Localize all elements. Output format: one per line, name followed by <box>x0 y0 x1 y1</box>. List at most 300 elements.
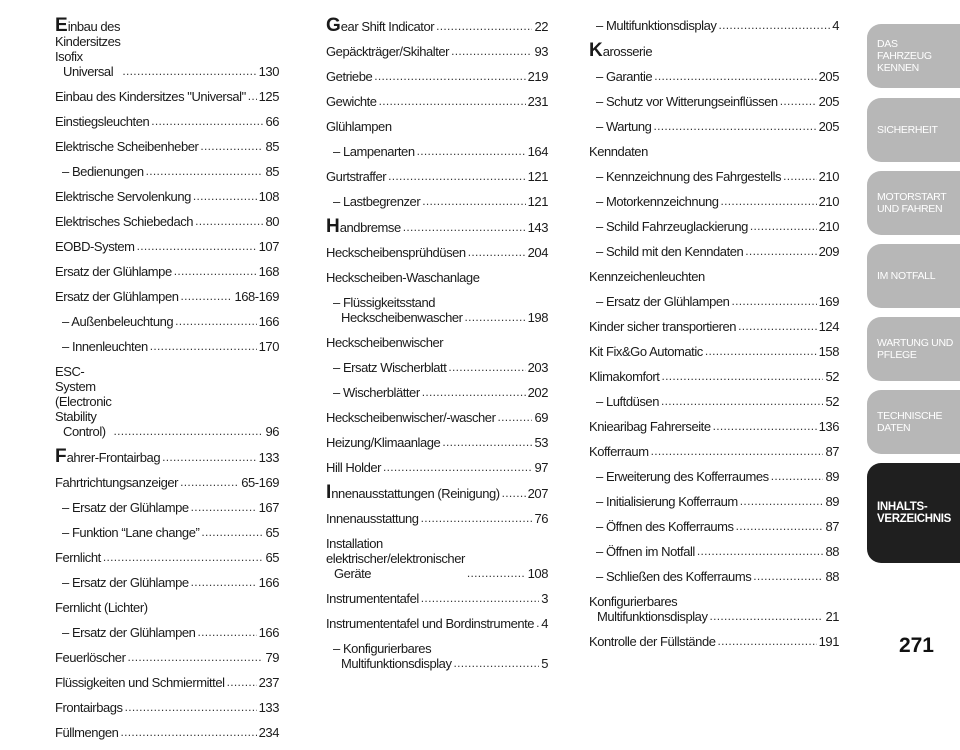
dot-leader <box>191 576 257 588</box>
entry-title <box>62 164 144 179</box>
entry-page: 87 <box>825 519 839 534</box>
entry-title <box>55 364 111 439</box>
entry-title-line2: Multifunktionsdisplay <box>597 609 708 624</box>
entry-title-text: Konfigurierbares <box>589 594 678 609</box>
entry-title-text: Kennzeichenleuchten <box>589 269 705 284</box>
index-entry <box>55 114 279 129</box>
dot-leader <box>151 115 263 127</box>
dot-leader <box>465 311 526 323</box>
index-entry <box>326 536 548 581</box>
index-entry <box>55 550 279 565</box>
entry-title <box>326 44 449 59</box>
dot-leader <box>467 567 526 579</box>
entry-title-text: – Kennzeichnung des Fahrgestells <box>596 169 782 184</box>
index-entry <box>589 569 839 584</box>
index-entry <box>326 616 548 631</box>
index-entry <box>55 600 279 615</box>
entry-title-line2: Universal <box>63 64 114 79</box>
index-entry <box>55 446 279 467</box>
index-entry <box>326 245 548 260</box>
entry-title <box>326 335 443 350</box>
entry-page: 204 <box>527 245 548 260</box>
entry-title <box>55 446 161 467</box>
entry-page: 168-169 <box>234 289 279 304</box>
index-entry <box>589 94 839 109</box>
section-initial: I <box>326 482 332 503</box>
index-entry <box>55 314 279 329</box>
entry-page: 202 <box>527 385 548 400</box>
entry-page: 69 <box>534 410 548 425</box>
index-column-3 <box>589 18 839 659</box>
index-entry <box>326 216 548 237</box>
chapter-tabs <box>864 0 960 686</box>
index-entry <box>55 575 279 590</box>
index-entry <box>55 139 279 154</box>
entry-page: 203 <box>527 360 548 375</box>
entry-title-rest: ahrer-Frontairbag <box>66 450 161 465</box>
index-entry <box>326 270 548 285</box>
index-entry <box>55 500 279 515</box>
entry-title-text: Heckscheibenwischer/-wascher <box>326 410 496 425</box>
entry-title-text: Heckscheiben-Waschanlage <box>326 270 480 285</box>
entry-title-text: Elektrische Scheibenheber <box>55 139 199 154</box>
index-entry <box>55 214 279 229</box>
index-entry <box>55 700 279 715</box>
dot-leader <box>653 120 816 132</box>
dot-leader <box>127 651 263 663</box>
index-entry <box>589 269 839 284</box>
index-entry <box>589 69 839 84</box>
entry-page: 108 <box>527 566 548 581</box>
entry-title-text: Gurtstraffer <box>326 169 387 184</box>
entry-title-text: Instrumententafel und Bordinstrumente <box>326 616 535 631</box>
entry-title-text: Feuerlöscher <box>55 650 126 665</box>
entry-title <box>326 169 386 184</box>
entry-title-text: Kniearibag Fahrerseite <box>589 419 711 434</box>
index-entry <box>55 89 279 104</box>
dot-leader <box>197 626 256 638</box>
entry-title <box>596 519 734 534</box>
entry-page: 66 <box>265 114 279 129</box>
index-entry <box>589 294 839 309</box>
entry-title <box>589 344 703 359</box>
entry-title <box>333 385 420 400</box>
dot-leader <box>710 610 824 622</box>
entry-page: 80 <box>265 214 279 229</box>
entry-page: 121 <box>527 169 548 184</box>
entry-title-text: – Innenleuchten <box>62 339 148 354</box>
entry-title <box>333 144 415 159</box>
entry-title-text: Frontairbags <box>55 700 123 715</box>
index-entry <box>55 475 279 490</box>
entry-page: 133 <box>258 450 279 465</box>
index-entry <box>326 44 548 59</box>
dot-leader <box>745 245 816 257</box>
dot-leader <box>137 240 257 252</box>
section-initial: K <box>589 40 603 61</box>
index-entry <box>589 419 839 434</box>
dot-leader <box>422 195 525 207</box>
entry-title-text: Fernlicht <box>55 550 101 565</box>
dot-leader <box>738 320 817 332</box>
entry-title <box>326 460 381 475</box>
entry-title <box>326 270 479 285</box>
dot-leader <box>705 345 817 357</box>
entry-title <box>55 15 121 79</box>
entry-title <box>333 295 463 325</box>
dot-leader <box>125 701 257 713</box>
entry-page: 205 <box>818 119 839 134</box>
index-entry <box>326 482 548 503</box>
dot-leader <box>146 165 264 177</box>
dot-leader <box>388 170 526 182</box>
entry-page: 3 <box>541 591 548 606</box>
entry-page: 166 <box>258 625 279 640</box>
entry-title-text: Flüssigkeiten und Schmiermittel <box>55 675 225 690</box>
dot-leader <box>448 361 525 373</box>
dot-leader <box>421 592 539 604</box>
index-entry <box>55 339 279 354</box>
dot-leader <box>718 19 830 31</box>
index-entry <box>589 18 839 33</box>
entry-page: 65 <box>265 550 279 565</box>
entry-title-text: Heizung/Klimaanlage <box>326 435 441 450</box>
chapter-tab-label: WARTUNG UND PFLEGE <box>877 337 954 361</box>
chapter-tab[interactable] <box>867 244 960 308</box>
index-entry <box>326 144 548 159</box>
dot-leader <box>468 246 526 258</box>
entry-page: 76 <box>534 511 548 526</box>
chapter-tab[interactable] <box>867 463 960 563</box>
entry-page: 205 <box>818 69 839 84</box>
entry-title-text: Gepäckträger/Skihalter <box>326 44 450 59</box>
entry-title <box>326 435 440 450</box>
dot-leader <box>227 676 257 688</box>
entry-title <box>55 475 178 490</box>
entry-title <box>55 650 125 665</box>
index-column-1 <box>55 15 279 750</box>
dot-leader <box>721 195 817 207</box>
entry-title-text: Glühlampen <box>326 119 392 134</box>
index-entry <box>589 119 839 134</box>
entry-title-text: Heckscheibenwischer <box>326 335 444 350</box>
entry-title <box>55 189 191 204</box>
entry-title-text: Einstiegsleuchten <box>55 114 150 129</box>
dot-leader <box>718 635 817 647</box>
entry-title-text: – Lampenarten <box>333 144 415 159</box>
entry-page: 22 <box>534 19 548 34</box>
entry-title <box>333 360 446 375</box>
dot-leader <box>661 395 823 407</box>
section-initial: G <box>326 15 341 36</box>
index-entry <box>55 189 279 204</box>
entry-title-text: Kontrolle der Füllstände <box>589 634 716 649</box>
index-entry <box>55 364 279 439</box>
index-entry <box>55 289 279 304</box>
dot-leader <box>442 436 532 448</box>
entry-page: 89 <box>825 469 839 484</box>
entry-title-text: Einbau des Kindersitzes "Universal" <box>55 89 246 104</box>
entry-title-text: – Öffnen des Kofferraums <box>596 519 734 534</box>
entry-title-text: – Motorkennzeichnung <box>596 194 719 209</box>
entry-page: 237 <box>258 675 279 690</box>
entry-title <box>326 410 495 425</box>
entry-title-text: – Schutz vor Witterungseinflüssen <box>596 94 778 109</box>
index-entry <box>55 675 279 690</box>
entry-title-text: Getriebe <box>326 69 373 84</box>
chapter-tab[interactable] <box>867 98 960 162</box>
index-entry <box>589 469 839 484</box>
dot-leader <box>451 45 532 57</box>
index-entry <box>326 119 548 134</box>
index-entry <box>589 244 839 259</box>
dot-leader <box>162 451 257 463</box>
dot-leader <box>120 726 256 738</box>
entry-page: 191 <box>818 634 839 649</box>
entry-page: 65-169 <box>241 475 279 490</box>
entry-title <box>333 194 420 209</box>
entry-title-text: Elektrisches Schiebedach <box>55 214 194 229</box>
dot-leader <box>191 501 257 513</box>
dot-leader <box>661 370 823 382</box>
entry-page: 136 <box>818 419 839 434</box>
entry-page: 87 <box>825 444 839 459</box>
index-entry <box>589 194 839 209</box>
section-initial: H <box>326 216 340 237</box>
index-entry <box>326 194 548 209</box>
index-entry <box>589 634 839 649</box>
entry-title-rest: arosserie <box>602 44 653 59</box>
index-entry <box>326 15 548 36</box>
entry-title <box>55 214 193 229</box>
entry-page: 210 <box>818 194 839 209</box>
dot-leader <box>713 420 817 432</box>
entry-title <box>55 550 101 565</box>
entry-title <box>589 594 708 624</box>
entry-title <box>596 394 659 409</box>
dot-leader <box>502 487 526 499</box>
index-entry <box>55 625 279 640</box>
entry-title-text: Ersatz der Glühlampen <box>55 289 179 304</box>
entry-title-line2: Multifunktionsdisplay <box>341 656 452 671</box>
entry-title <box>62 314 173 329</box>
entry-title-text: Instrumententafel <box>326 591 419 606</box>
entry-page: 219 <box>527 69 548 84</box>
dot-leader <box>113 425 263 437</box>
dot-leader <box>383 461 532 473</box>
entry-title-text: – Erweiterung des Kofferraumes <box>596 469 769 484</box>
entry-title <box>326 245 466 260</box>
entry-page: 133 <box>258 700 279 715</box>
entry-page: 85 <box>265 164 279 179</box>
index-entry <box>55 525 279 540</box>
entry-title-text: – Ersatz Wischerblatt <box>333 360 447 375</box>
dot-leader <box>201 526 263 538</box>
index-entry <box>589 169 839 184</box>
entry-page: 108 <box>258 189 279 204</box>
dot-leader <box>654 70 816 82</box>
entry-title-text: – Flüssigkeitsstand <box>333 295 436 310</box>
entry-title <box>326 94 377 109</box>
entry-title-text: – Garantie <box>596 69 653 84</box>
dot-leader <box>200 140 263 152</box>
entry-title <box>326 482 500 503</box>
entry-page: 96 <box>265 424 279 439</box>
chapter-tab[interactable] <box>867 171 960 235</box>
dot-leader <box>122 65 256 77</box>
entry-title-text: Kinder sicher transportieren <box>589 319 737 334</box>
entry-title <box>589 369 659 384</box>
index-entry <box>326 511 548 526</box>
entry-page: 170 <box>258 339 279 354</box>
index-entry <box>589 40 839 61</box>
entry-title <box>326 591 419 606</box>
entry-title <box>62 575 189 590</box>
dot-leader <box>731 295 816 307</box>
index-entry <box>589 369 839 384</box>
entry-title-text: – Schild mit den Kenndaten <box>596 244 744 259</box>
entry-title <box>596 69 652 84</box>
index-entry <box>326 435 548 450</box>
chapter-tab-label: IM NOTFALL <box>877 270 936 282</box>
entry-title <box>589 444 649 459</box>
entry-page: 52 <box>825 369 839 384</box>
entry-title <box>589 269 705 284</box>
dot-leader <box>421 512 533 524</box>
entry-page: 130 <box>258 64 279 79</box>
dot-leader <box>771 470 824 482</box>
entry-title-line2: Geräte <box>334 566 372 581</box>
dot-leader <box>417 145 526 157</box>
entry-page: 166 <box>258 575 279 590</box>
entry-title-text: Fernlicht (Lichter) <box>55 600 148 615</box>
entry-title-text: – Schild Fahrzeuglackierung <box>596 219 748 234</box>
entry-title <box>62 625 195 640</box>
entry-title-text: – Öffnen im Notfall <box>596 544 695 559</box>
entry-page: 93 <box>534 44 548 59</box>
entry-page: 88 <box>825 544 839 559</box>
dot-leader <box>175 315 256 327</box>
entry-title <box>326 536 465 581</box>
index-entry <box>589 544 839 559</box>
entry-title-text: Heckscheibensprühdüsen <box>326 245 466 260</box>
entry-title-rest: nnenausstattungen (Reinigung) <box>331 486 500 501</box>
dot-leader <box>379 95 526 107</box>
entry-title <box>326 616 534 631</box>
entry-title-text: – Schließen des Kofferraums <box>596 569 752 584</box>
entry-page: 52 <box>825 394 839 409</box>
entry-page: 168 <box>258 264 279 279</box>
dot-leader <box>436 20 532 32</box>
dot-leader <box>753 570 823 582</box>
entry-page: 79 <box>265 650 279 665</box>
dot-leader <box>103 551 264 563</box>
page-number: 271 <box>898 634 934 657</box>
entry-title-text: – Ersatz der Glühlampe <box>62 500 189 515</box>
entry-page: 88 <box>825 569 839 584</box>
dot-leader <box>697 545 824 557</box>
chapter-tab-label: DAS FAHRZEUG KENNEN <box>877 38 932 74</box>
entry-page: 166 <box>258 314 279 329</box>
entry-title <box>55 675 225 690</box>
entry-title-text: Füllmengen <box>55 725 119 740</box>
chapter-tab-label: SICHERHEIT <box>877 124 938 136</box>
entry-page: 5 <box>541 656 548 671</box>
section-initial: E <box>55 15 68 36</box>
entry-title-text: – Konfigurierbares <box>333 641 432 656</box>
entry-page: 207 <box>527 486 548 501</box>
entry-title-text: Ersatz der Glühlampe <box>55 264 172 279</box>
entry-title <box>55 700 123 715</box>
entry-title-text: Kenndaten <box>589 144 648 159</box>
entry-title-text: – Funktion “Lane change” <box>62 525 200 540</box>
entry-title <box>589 634 716 649</box>
chapter-tab[interactable] <box>867 24 960 88</box>
dot-leader <box>750 220 817 232</box>
index-entry <box>589 519 839 534</box>
index-entry <box>589 219 839 234</box>
entry-title-text: – Ersatz der Glühlampen <box>62 625 196 640</box>
entry-page: 21 <box>825 609 839 624</box>
entry-page: 65 <box>265 525 279 540</box>
entry-title-text: Kit Fix&Go Automatic <box>589 344 703 359</box>
entry-title <box>55 139 198 154</box>
entry-title <box>596 169 781 184</box>
dot-leader <box>422 386 526 398</box>
index-entry <box>55 164 279 179</box>
chapter-tab[interactable] <box>867 390 960 454</box>
entry-title <box>596 18 716 33</box>
entry-title-text: – Außenbeleuchtung <box>62 314 174 329</box>
entry-title <box>596 294 729 309</box>
index-entry <box>55 264 279 279</box>
entry-page: 210 <box>818 169 839 184</box>
dot-leader <box>248 90 257 102</box>
entry-title <box>596 544 695 559</box>
index-entry <box>326 460 548 475</box>
dot-leader <box>195 215 263 227</box>
index-entry <box>326 410 548 425</box>
dot-leader <box>497 411 532 423</box>
entry-title <box>62 525 199 540</box>
entry-title <box>55 264 172 279</box>
entry-page: 158 <box>818 344 839 359</box>
index-entry <box>326 591 548 606</box>
index-entry <box>326 641 548 671</box>
chapter-tab-label: INHALTS- VERZEICHNIS <box>877 501 952 525</box>
dot-leader <box>374 70 525 82</box>
chapter-tab[interactable] <box>867 317 960 381</box>
index-entry <box>326 360 548 375</box>
entry-title <box>596 119 651 134</box>
entry-title-rest: inbau des Kindersitzes Isofix <box>55 19 121 64</box>
index-entry <box>326 169 548 184</box>
entry-page: 85 <box>265 139 279 154</box>
entry-title <box>596 94 778 109</box>
entry-title-text: – Luftdüsen <box>596 394 659 409</box>
dot-leader <box>740 495 824 507</box>
entry-page: 121 <box>527 194 548 209</box>
entry-title <box>55 600 148 615</box>
index-entry <box>326 335 548 350</box>
entry-title <box>333 641 452 671</box>
entry-title <box>62 339 148 354</box>
entry-title <box>326 15 435 36</box>
entry-page: 167 <box>258 500 279 515</box>
entry-page: 164 <box>527 144 548 159</box>
index-entry <box>55 725 279 740</box>
entry-page: 209 <box>818 244 839 259</box>
